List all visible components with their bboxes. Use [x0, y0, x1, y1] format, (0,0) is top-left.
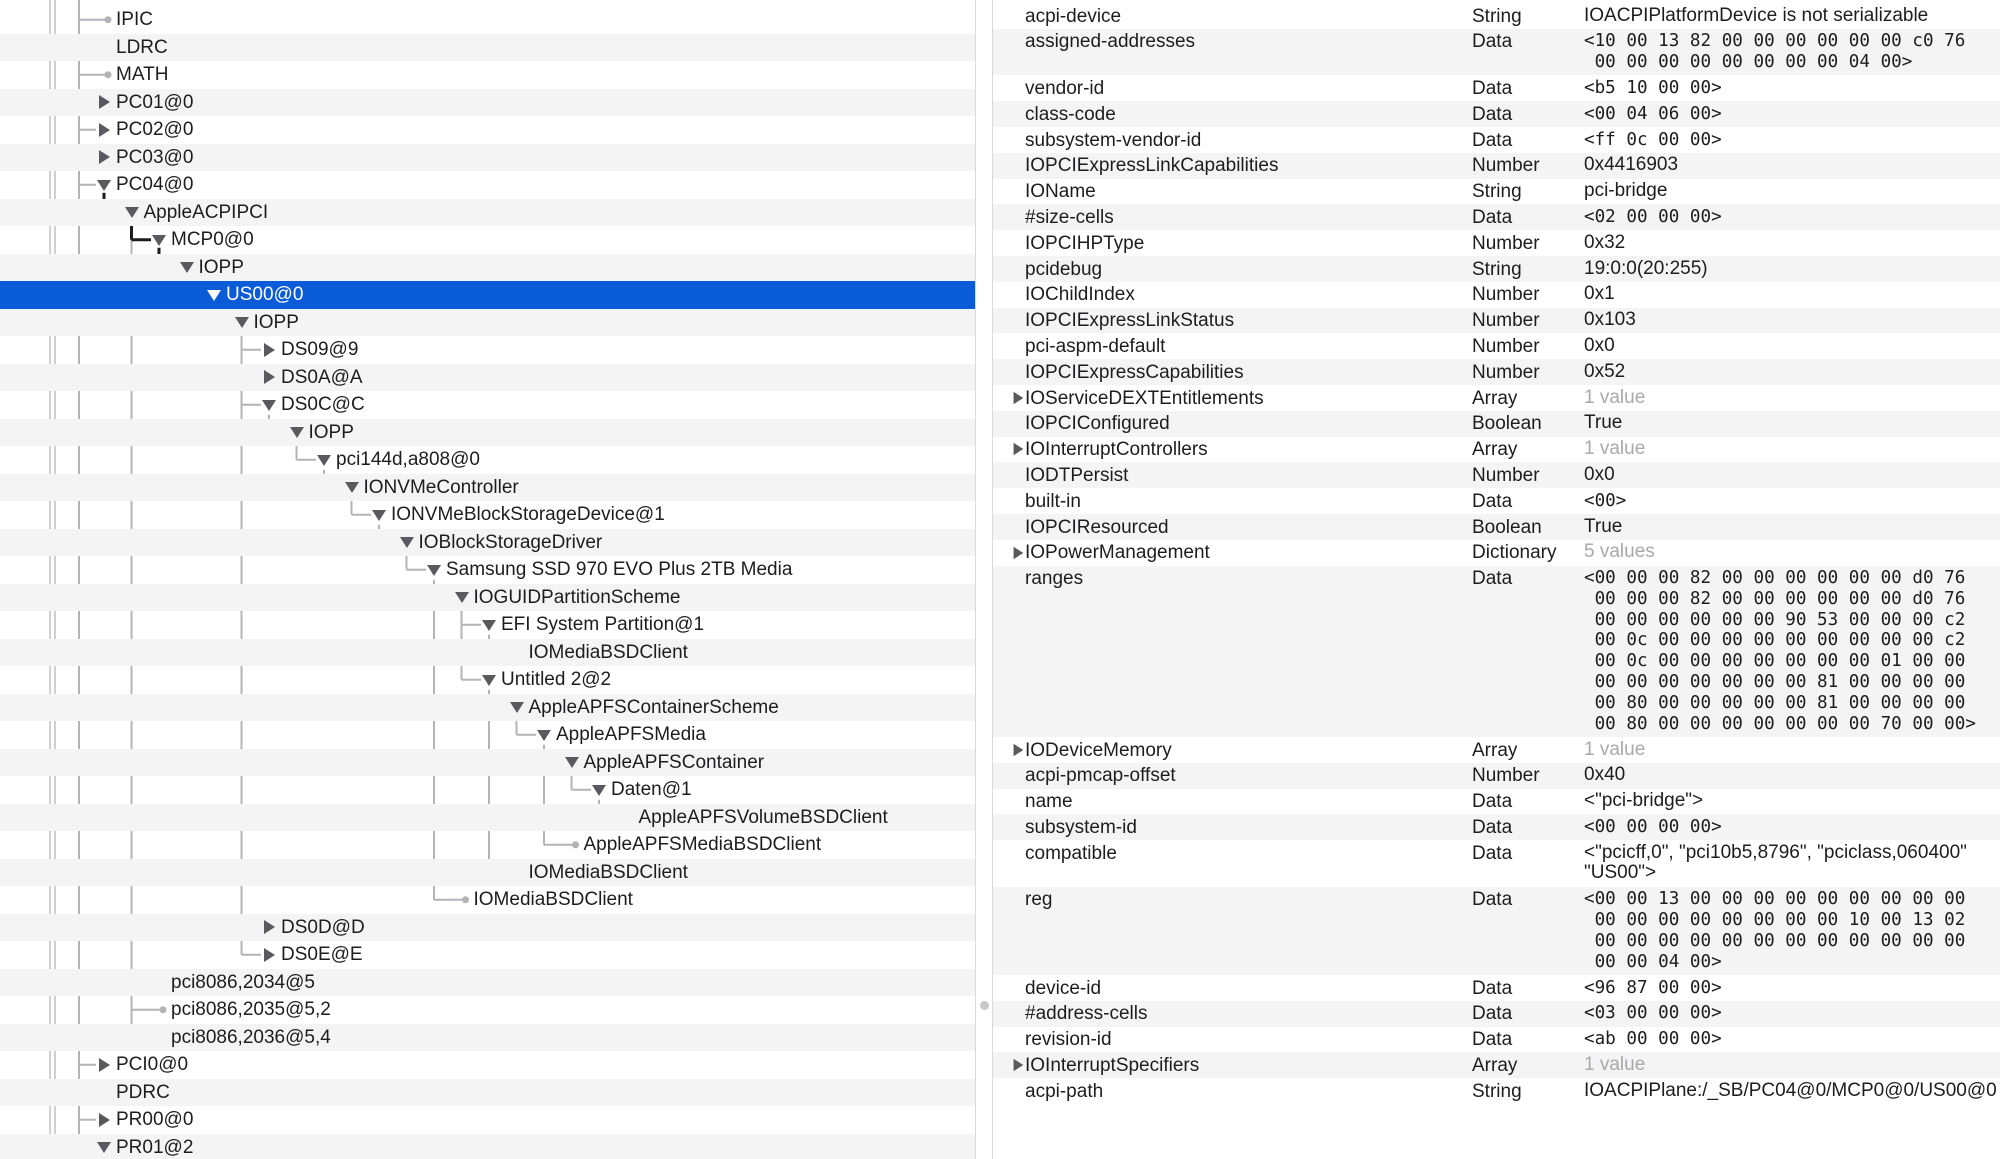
disclosure-triangle-expanded-icon[interactable]	[563, 753, 581, 771]
property-type: Data	[1472, 568, 1513, 590]
tree-node-label: PCI0@0	[116, 1054, 189, 1076]
property-key: ranges	[1025, 568, 1084, 590]
property-type: Data	[1472, 206, 1513, 228]
disclosure-triangle-expanded-icon[interactable]	[315, 451, 333, 469]
disclosure-triangle-collapsed-icon[interactable]	[95, 121, 113, 139]
tree-row[interactable]	[0, 226, 975, 254]
tree-row[interactable]	[0, 611, 975, 639]
tree-row-selected[interactable]	[0, 281, 975, 309]
property-row[interactable]	[993, 282, 2000, 308]
tree-node-label: Daten@1	[611, 779, 692, 801]
tree-node-label: AppleAPFSMediaBSDClient	[583, 834, 822, 856]
tree-node-label: AppleAPFSContainerScheme	[528, 696, 779, 718]
tree-row[interactable]	[0, 969, 975, 997]
disclosure-triangle-expanded-icon[interactable]	[123, 203, 141, 221]
tree-node-label: Untitled 2@2	[501, 669, 612, 691]
tree-node-label: IOBlockStorageDriver	[418, 531, 603, 553]
tree-node-label: Samsung SSD 970 EVO Plus 2TB Media	[446, 559, 793, 581]
property-key: IOPCIExpressLinkStatus	[1025, 310, 1235, 332]
property-row[interactable]	[993, 814, 2000, 840]
property-value: <00>	[1584, 490, 1627, 511]
property-key: revision-id	[1025, 1029, 1112, 1051]
tree-node-label: EFI System Partition@1	[501, 614, 705, 636]
property-type: Data	[1472, 977, 1513, 999]
disclosure-triangle-expanded-icon[interactable]	[370, 506, 388, 524]
tree-node-label: IPIC	[116, 9, 153, 31]
disclosure-triangle-collapsed-icon[interactable]	[260, 946, 278, 964]
tree-row[interactable]	[0, 474, 975, 502]
tree-row[interactable]	[0, 336, 975, 364]
tree-row[interactable]	[0, 804, 975, 832]
disclosure-triangle-collapsed-icon[interactable]	[260, 918, 278, 936]
tree-node-label: IOMediaBSDClient	[528, 861, 688, 883]
property-row[interactable]	[993, 101, 2000, 127]
tree-row[interactable]	[0, 419, 975, 447]
property-type: Data	[1472, 31, 1513, 53]
tree-node-label: DS0D@D	[281, 916, 365, 938]
tree-row[interactable]	[0, 1024, 975, 1052]
property-row[interactable]	[993, 385, 2000, 411]
tree-row[interactable]	[0, 309, 975, 337]
property-value: 1 value	[1584, 738, 1646, 760]
tree-node-label: AppleAPFSVolumeBSDClient	[638, 806, 888, 828]
property-key: IODTPersist	[1025, 464, 1129, 486]
property-row[interactable]	[993, 230, 2000, 256]
disclosure-triangle-expanded-icon[interactable]	[480, 671, 498, 689]
disclosure-triangle-expanded-icon[interactable]	[480, 616, 498, 634]
property-key: acpi-path	[1025, 1080, 1104, 1102]
tree-node-label: pci8086,2035@5,2	[171, 999, 331, 1021]
property-type: Boolean	[1472, 413, 1542, 435]
tree-row[interactable]	[0, 34, 975, 62]
property-type: String	[1472, 1080, 1522, 1102]
disclosure-triangle-expanded-icon[interactable]	[398, 533, 416, 551]
disclosure-triangle-collapsed-icon[interactable]	[95, 1056, 113, 1074]
property-key: #size-cells	[1025, 206, 1114, 228]
tree-node-label: PC03@0	[116, 146, 194, 168]
tree-row[interactable]	[0, 941, 975, 969]
property-row[interactable]	[993, 1027, 2000, 1053]
property-row[interactable]	[993, 887, 2000, 975]
property-type: Number	[1472, 361, 1540, 383]
tree-node-label: pci8086,2034@5	[171, 971, 315, 993]
property-type: Data	[1472, 1003, 1513, 1025]
property-value: <"pcicff,0", "pci10b5,8796", "pciclass,060400" "US00">	[1584, 841, 1967, 884]
property-value: 0x0	[1584, 463, 1615, 485]
property-type: Number	[1472, 284, 1540, 306]
disclosure-triangle-expanded-icon[interactable]	[590, 781, 608, 799]
property-value: <03 00 00 00>	[1584, 1003, 1722, 1024]
tree-node-label: LDRC	[116, 36, 168, 58]
tree-row[interactable]	[0, 776, 975, 804]
property-value: <"pci-bridge">	[1584, 790, 1704, 812]
property-row[interactable]	[993, 308, 2000, 334]
property-value: <00 00 13 00 00 00 00 00 00 00 00 00 00 00 00 00 00 00 00 00 10 00 13 02 00 00 00 00 00 00 00 00 00 00 00 00 00 00 04 00>	[1584, 889, 1966, 972]
property-value: IOACPIPlatformDevice is not serializable	[1584, 4, 1929, 26]
disclosure-triangle-expanded-icon[interactable]	[95, 1138, 113, 1156]
disclosure-triangle-collapsed-icon[interactable]	[95, 148, 113, 166]
disclosure-triangle-collapsed-icon[interactable]	[1010, 545, 1026, 561]
property-row[interactable]	[993, 29, 2000, 76]
property-key: IOName	[1025, 181, 1096, 203]
property-type: Number	[1472, 310, 1540, 332]
tree-row[interactable]	[0, 721, 975, 749]
tree-node-label: MATH	[116, 64, 169, 86]
property-key: IOPCIExpressLinkCapabilities	[1025, 155, 1279, 177]
tree-node-label: IOPP	[308, 421, 354, 443]
tree-row[interactable]	[0, 391, 975, 419]
property-value: 0x1	[1584, 283, 1615, 305]
property-key: vendor-id	[1025, 77, 1105, 99]
property-row[interactable]	[993, 359, 2000, 385]
divider-grip-icon[interactable]	[980, 1001, 989, 1010]
disclosure-triangle-expanded-icon[interactable]	[205, 286, 223, 304]
tree-node-label: PR01@2	[116, 1136, 194, 1158]
disclosure-triangle-collapsed-icon[interactable]	[1010, 742, 1026, 758]
property-type: Number	[1472, 335, 1540, 357]
tree-row[interactable]	[0, 89, 975, 117]
property-row[interactable]	[993, 179, 2000, 205]
property-type: Data	[1472, 103, 1513, 125]
property-row[interactable]	[993, 462, 2000, 488]
property-key: IOPCIResourced	[1025, 516, 1169, 538]
property-value: <ff 0c 00 00>	[1584, 129, 1722, 150]
tree-node-label: AppleACPIPCI	[143, 201, 269, 223]
tree-row[interactable]	[0, 1079, 975, 1107]
property-key: assigned-addresses	[1025, 31, 1196, 53]
property-value: 1 value	[1584, 386, 1646, 408]
property-value: IOACPIPlane:/_SB/PC04@0/MCP0@0/US00@0	[1584, 1079, 1997, 1101]
property-value: <ab 00 00 00>	[1584, 1029, 1722, 1050]
property-row[interactable]	[993, 204, 2000, 230]
property-type: Number	[1472, 765, 1540, 787]
disclosure-triangle-collapsed-icon[interactable]	[1010, 1057, 1026, 1073]
tree-row[interactable]	[0, 1051, 975, 1079]
properties-pane[interactable]	[993, 0, 2000, 1159]
property-row[interactable]	[993, 3, 2000, 29]
property-value: <10 00 13 82 00 00 00 00 00 00 c0 76 00 00 00 00 00 00 00 00 04 00>	[1584, 31, 1966, 73]
tree-row[interactable]	[0, 1106, 975, 1134]
property-type: Data	[1472, 490, 1513, 512]
device-tree-pane[interactable]	[0, 0, 975, 1159]
property-type: Boolean	[1472, 516, 1542, 538]
property-value: 0x0	[1584, 334, 1615, 356]
property-row[interactable]	[993, 763, 2000, 789]
property-key: compatible	[1025, 842, 1117, 864]
property-row[interactable]	[993, 488, 2000, 514]
tree-row[interactable]	[0, 364, 975, 392]
property-row[interactable]	[993, 75, 2000, 101]
tree-node-label: PDRC	[116, 1081, 170, 1103]
tree-node-label: DS0C@C	[281, 394, 365, 416]
tree-node-label: PC04@0	[116, 174, 194, 196]
tree-node-label: IOGUIDPartitionScheme	[473, 586, 681, 608]
property-type: Data	[1472, 842, 1513, 864]
property-type: Data	[1472, 889, 1513, 911]
property-key: acpi-pmcap-offset	[1025, 765, 1176, 787]
property-type: Array	[1472, 387, 1518, 409]
disclosure-triangle-expanded-icon[interactable]	[425, 561, 443, 579]
property-key: IODeviceMemory	[1025, 739, 1172, 761]
property-row[interactable]	[993, 411, 2000, 437]
property-key: pci-aspm-default	[1025, 335, 1166, 357]
property-value: 0x4416903	[1584, 154, 1679, 176]
property-value: <02 00 00 00>	[1584, 206, 1722, 227]
tree-node-label: US00@0	[226, 284, 304, 306]
property-row[interactable]	[993, 975, 2000, 1001]
disclosure-triangle-collapsed-icon[interactable]	[260, 368, 278, 386]
tree-node-label: PC02@0	[116, 119, 194, 141]
disclosure-triangle-collapsed-icon[interactable]	[95, 1111, 113, 1129]
property-row[interactable]	[993, 333, 2000, 359]
disclosure-triangle-expanded-icon[interactable]	[508, 698, 526, 716]
tree-node-label: pci8086,2036@5,4	[171, 1026, 331, 1048]
property-key: IOPCIConfigured	[1025, 413, 1170, 435]
tree-node-label: IOPP	[198, 256, 244, 278]
tree-node-label: DS0A@A	[281, 366, 363, 388]
property-value: 0x103	[1584, 309, 1636, 331]
tree-node-label: IONVMeBlockStorageDevice@1	[391, 504, 665, 526]
tree-row[interactable]	[0, 584, 975, 612]
tree-row[interactable]	[0, 886, 975, 914]
property-row[interactable]	[993, 437, 2000, 463]
property-key: subsystem-vendor-id	[1025, 129, 1202, 151]
tree-row[interactable]	[0, 144, 975, 172]
tree-row[interactable]	[0, 529, 975, 557]
property-value: 1 value	[1584, 1053, 1646, 1075]
property-value: <b5 10 00 00>	[1584, 77, 1722, 98]
tree-row[interactable]	[0, 556, 975, 584]
property-row[interactable]	[993, 540, 2000, 566]
tree-row[interactable]	[0, 6, 975, 34]
property-key: IOChildIndex	[1025, 284, 1135, 306]
disclosure-triangle-expanded-icon[interactable]	[233, 313, 251, 331]
tree-node-label: AppleAPFSMedia	[556, 724, 706, 746]
property-key: name	[1025, 791, 1073, 813]
property-key: IOInterruptSpecifiers	[1025, 1054, 1200, 1076]
tree-row[interactable]	[0, 199, 975, 227]
tree-node-label: PR00@0	[116, 1109, 194, 1131]
property-key: IOServiceDEXTEntitlements	[1025, 387, 1264, 409]
tree-node-label: DS0E@E	[281, 944, 363, 966]
tree-row[interactable]	[0, 61, 975, 89]
tree-node-label: MCP0@0	[171, 229, 254, 251]
tree-row[interactable]	[0, 694, 975, 722]
property-type: String	[1472, 181, 1522, 203]
property-row[interactable]	[993, 256, 2000, 282]
property-value: 1 value	[1584, 438, 1646, 460]
tree-node-label: PC01@0	[116, 91, 194, 113]
property-key: IOPCIExpressCapabilities	[1025, 361, 1244, 383]
disclosure-triangle-collapsed-icon[interactable]	[1010, 441, 1026, 457]
property-type: Array	[1472, 739, 1518, 761]
property-value: 0x52	[1584, 360, 1626, 382]
tree-row[interactable]	[0, 639, 975, 667]
tree-node-label: IOMediaBSDClient	[473, 889, 633, 911]
disclosure-triangle-expanded-icon[interactable]	[150, 231, 168, 249]
property-type: Number	[1472, 232, 1540, 254]
disclosure-triangle-collapsed-icon[interactable]	[260, 341, 278, 359]
disclosure-triangle-expanded-icon[interactable]	[535, 726, 553, 744]
tree-row[interactable]	[0, 996, 975, 1024]
property-key: device-id	[1025, 977, 1102, 999]
property-row[interactable]	[993, 127, 2000, 153]
property-key: reg	[1025, 889, 1053, 911]
disclosure-triangle-collapsed-icon[interactable]	[1010, 390, 1026, 406]
property-value: True	[1584, 412, 1623, 434]
property-value: 19:0:0(20:255)	[1584, 257, 1708, 279]
property-type: Number	[1472, 464, 1540, 486]
tree-node-label: AppleAPFSContainer	[583, 751, 765, 773]
tree-row[interactable]	[0, 501, 975, 529]
disclosure-triangle-expanded-icon[interactable]	[260, 396, 278, 414]
property-row[interactable]	[993, 1078, 2000, 1104]
tree-row[interactable]	[0, 831, 975, 859]
disclosure-triangle-expanded-icon[interactable]	[95, 176, 113, 194]
tree-row[interactable]	[0, 749, 975, 777]
tree-node-label: IOMediaBSDClient	[528, 641, 688, 663]
tree-node-label: pci144d,a808@0	[336, 449, 480, 471]
tree-row[interactable]	[0, 1134, 975, 1159]
property-value: 0x40	[1584, 764, 1626, 786]
property-row[interactable]	[993, 1001, 2000, 1027]
property-type: Data	[1472, 816, 1513, 838]
tree-row[interactable]	[0, 914, 975, 942]
property-key: acpi-device	[1025, 5, 1122, 27]
property-value: True	[1584, 515, 1623, 537]
property-key: pcidebug	[1025, 258, 1103, 280]
tree-node-label: IONVMeController	[363, 476, 519, 498]
property-key: #address-cells	[1025, 1003, 1148, 1025]
disclosure-triangle-collapsed-icon[interactable]	[95, 93, 113, 111]
split-view-divider[interactable]	[975, 0, 993, 1159]
disclosure-triangle-expanded-icon[interactable]	[178, 258, 196, 276]
property-type: String	[1472, 258, 1522, 280]
property-value: pci-bridge	[1584, 180, 1668, 202]
tree-row[interactable]	[0, 254, 975, 282]
property-type: String	[1472, 5, 1522, 27]
tree-node-label: IOPP	[253, 311, 299, 333]
property-row[interactable]	[993, 566, 2000, 737]
property-type: Data	[1472, 77, 1513, 99]
property-key: class-code	[1025, 103, 1116, 125]
property-value: <00 00 00 00>	[1584, 816, 1722, 837]
tree-row[interactable]	[0, 116, 975, 144]
tree-node-label: DS09@9	[281, 339, 359, 361]
property-value: 0x32	[1584, 231, 1626, 253]
property-value: <00 00 00 82 00 00 00 00 00 00 d0 76 00 00 00 82 00 00 00 00 00 00 d0 76 00 00 00 00 00 00 90 53 00 00 00 c2 00 0c 00 00 00 00 00 00 00 00 00 c2 00 0c 00 00 00 00 00 00 00 01 00 00 00 00 00 00 00 00 00 81 00 00 00 00 00 80 00 00 00 00 00 81 00 00 00 00 00 80 00 00 00 00 00 00 00 70 00 00>	[1584, 568, 1976, 734]
tree-row[interactable]	[0, 859, 975, 887]
tree-row[interactable]	[0, 171, 975, 199]
property-type: Dictionary	[1472, 542, 1557, 564]
property-row[interactable]	[993, 514, 2000, 540]
property-type: Data	[1472, 129, 1513, 151]
property-row[interactable]	[993, 153, 2000, 179]
property-key: IOPowerManagement	[1025, 542, 1210, 564]
property-row[interactable]	[993, 840, 2000, 887]
property-type: Array	[1472, 1054, 1518, 1076]
property-value: <96 87 00 00>	[1584, 977, 1722, 998]
property-type: Data	[1472, 1029, 1513, 1051]
disclosure-triangle-expanded-icon[interactable]	[288, 423, 306, 441]
tree-row[interactable]	[0, 446, 975, 474]
property-row[interactable]	[993, 789, 2000, 815]
disclosure-triangle-expanded-icon[interactable]	[453, 588, 471, 606]
property-key: subsystem-id	[1025, 816, 1137, 838]
property-row[interactable]	[993, 737, 2000, 763]
property-type: Data	[1472, 791, 1513, 813]
property-type: Array	[1472, 439, 1518, 461]
disclosure-triangle-expanded-icon[interactable]	[343, 478, 361, 496]
property-key: IOPCIHPType	[1025, 232, 1145, 254]
property-row[interactable]	[993, 1052, 2000, 1078]
property-key: built-in	[1025, 490, 1081, 512]
property-value: <00 04 06 00>	[1584, 103, 1722, 124]
property-key: IOInterruptControllers	[1025, 439, 1208, 461]
property-value: 5 values	[1584, 541, 1655, 563]
tree-row[interactable]	[0, 666, 975, 694]
property-type: Number	[1472, 155, 1540, 177]
